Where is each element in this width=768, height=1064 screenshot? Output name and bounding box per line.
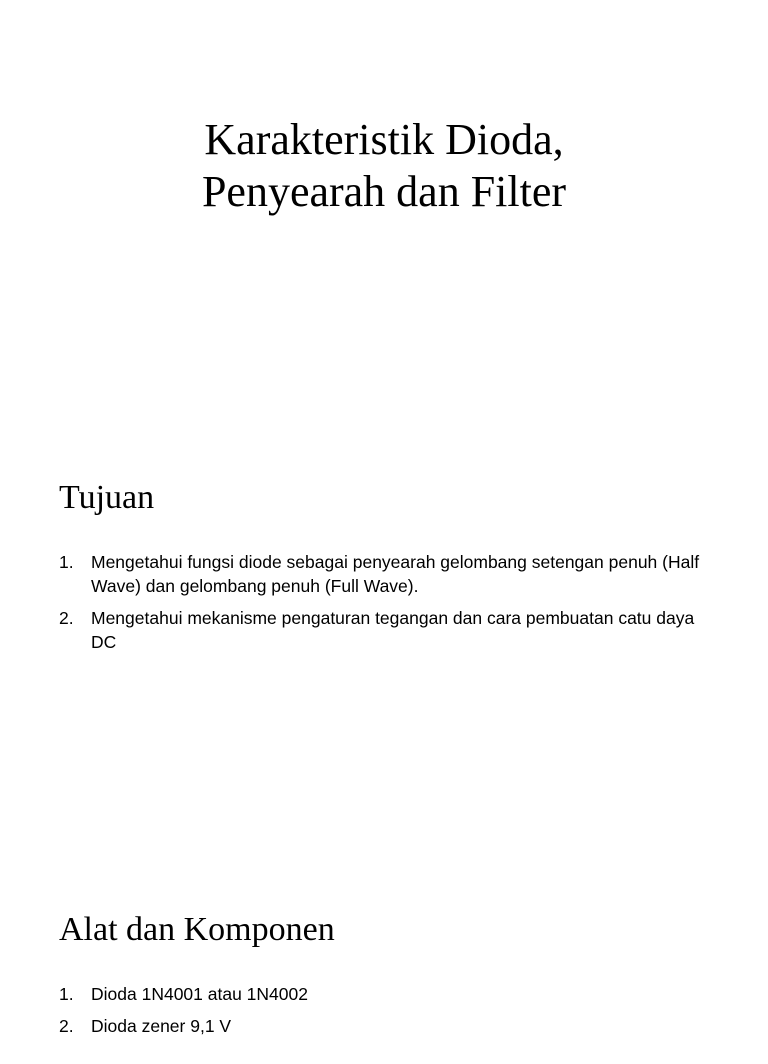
list-text: Dioda 1N4001 atau 1N4002 [91, 984, 308, 1004]
page-title [0, 114, 768, 218]
list-number: 2. [59, 608, 74, 628]
list-text: Mengetahui mekanisme pengaturan tegangan dan cara pembuatan catu daya DC [91, 608, 695, 652]
alat-list [59, 982, 718, 1046]
tujuan-slide [0, 432, 768, 864]
title-line-2: Penyearah dan Filter [201, 167, 567, 216]
title-line-1: Karakteristik Dioda, [204, 115, 564, 164]
list-item [59, 606, 718, 654]
list-item [59, 1014, 718, 1038]
tujuan-heading: Tujuan [59, 479, 155, 516]
list-text: Dioda zener 9,1 V [91, 1016, 232, 1036]
alat-heading: Alat dan Komponen [59, 911, 335, 948]
tujuan-list [59, 550, 718, 662]
list-number: 1. [59, 552, 74, 572]
list-item [59, 982, 718, 1006]
list-text: Mengetahui fungsi diode sebagai penyearah gelombang setengan penuh (Half Wave) dan gelombang penuh (Full Wave). [91, 552, 700, 596]
list-number: 2. [59, 1016, 74, 1036]
alat-slide [0, 864, 768, 1064]
list-item [59, 550, 718, 598]
title-slide [0, 0, 768, 432]
list-number: 1. [59, 984, 74, 1004]
